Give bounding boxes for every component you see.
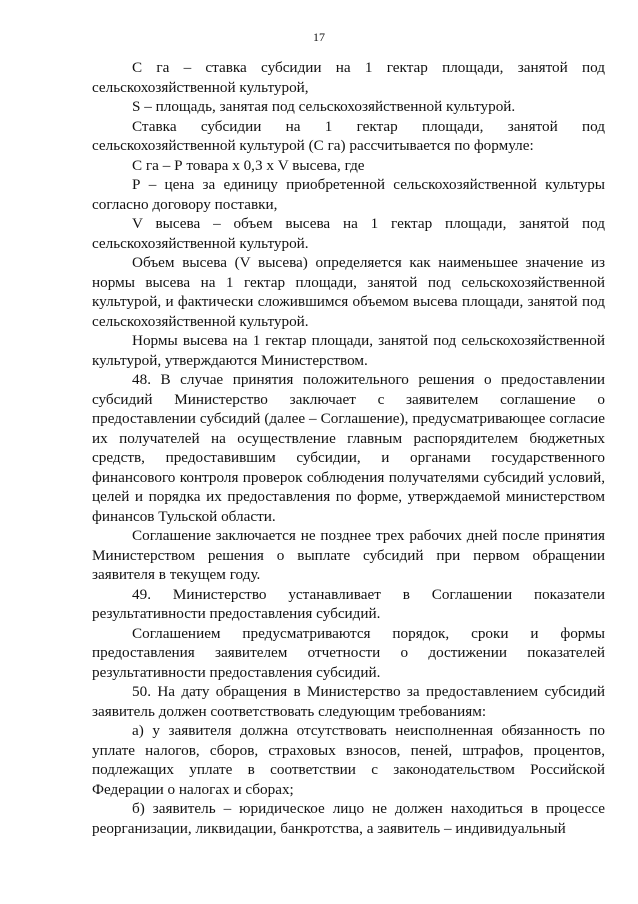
paragraph-clause-49: 49. Министерство устанавливает в Соглашении показатели результативности предоставления субсидий. bbox=[92, 585, 605, 622]
paragraph-seeding-volume-definition: V высева – объем высева на 1 гектар площади, занятой под сельскохозяйственной культурой. bbox=[92, 215, 605, 252]
paragraph-seeding-volume-rule: Объем высева (V высева) определяется как наименьшее значение из нормы высева на 1 гектар площади, занятой под сельскохозяйственной культурой, и фактически сложившимся объемом высева площади, занятой под сельскохозяйственной культурой. bbox=[92, 254, 605, 330]
paragraph-agreement-term: Соглашение заключается не позднее трех рабочих дней после принятия Министерством решения о выплате субсидий при первом обращении заявителя в текущем году. bbox=[92, 527, 605, 583]
paragraph-requirement-a: а) у заявителя должна отсутствовать неисполненная обязанность по уплате налогов, сборов, страховых взносов, пеней, штрафов, процентов, подлежащих уплате в соответствии с законодательством Российской Федерации о налогах и сборах; bbox=[92, 722, 605, 798]
document-body bbox=[92, 58, 605, 838]
paragraph-seeding-norms: Нормы высева на 1 гектар площади, занятой под сельскохозяйственной культурой, утверждаются Министерством. bbox=[92, 332, 605, 369]
paragraph-rate-formula-intro: Ставка субсидии на 1 гектар площади, занятой под сельскохозяйственной культурой (С га) рассчитывается по формуле: bbox=[92, 117, 605, 154]
paragraph-clause-50: 50. На дату обращения в Министерство за предоставлением субсидий заявитель должен соответствовать следующим требованиям: bbox=[92, 683, 605, 720]
paragraph-s-ga-definition: С га – ставка субсидии на 1 гектар площади, занятой под сельскохозяйственной культурой, bbox=[92, 59, 605, 96]
paragraph-clause-48: 48. В случае принятия положительного решения о предоставлении субсидий Министерство заключает с заявителем соглашение о предоставлении субсидий (далее – Соглашение), предусматривающее согласие их получателей на осуществление главным распорядителем бюджетных средств, предоставившим субсидии, и органами государственного финансового контроля проверок соблюдения получателями субсидий условий, целей и порядка их предоставления по форме, утверждаемой министерством финансов Тульской области. bbox=[92, 371, 605, 525]
paragraph-reporting: Соглашением предусматриваются порядок, сроки и формы предоставления заявителем отчетности о достижении показателей результативности предоставления субсидий. bbox=[92, 624, 605, 681]
paragraph-s-definition: S – площадь, занятая под сельскохозяйственной культурой. bbox=[132, 98, 516, 115]
paragraph-requirement-b: б) заявитель – юридическое лицо не должен находиться в процессе реорганизации, ликвидации, банкротства, а заявитель – индивидуальный bbox=[92, 800, 605, 837]
paragraph-formula: С га – Р товара х 0,3 х V высева, где bbox=[132, 156, 365, 174]
paragraph-price-definition: Р – цена за единицу приобретенной сельскохозяйственной культуры согласно договору поставки, bbox=[92, 176, 605, 213]
page-number: 17 bbox=[313, 30, 325, 44]
